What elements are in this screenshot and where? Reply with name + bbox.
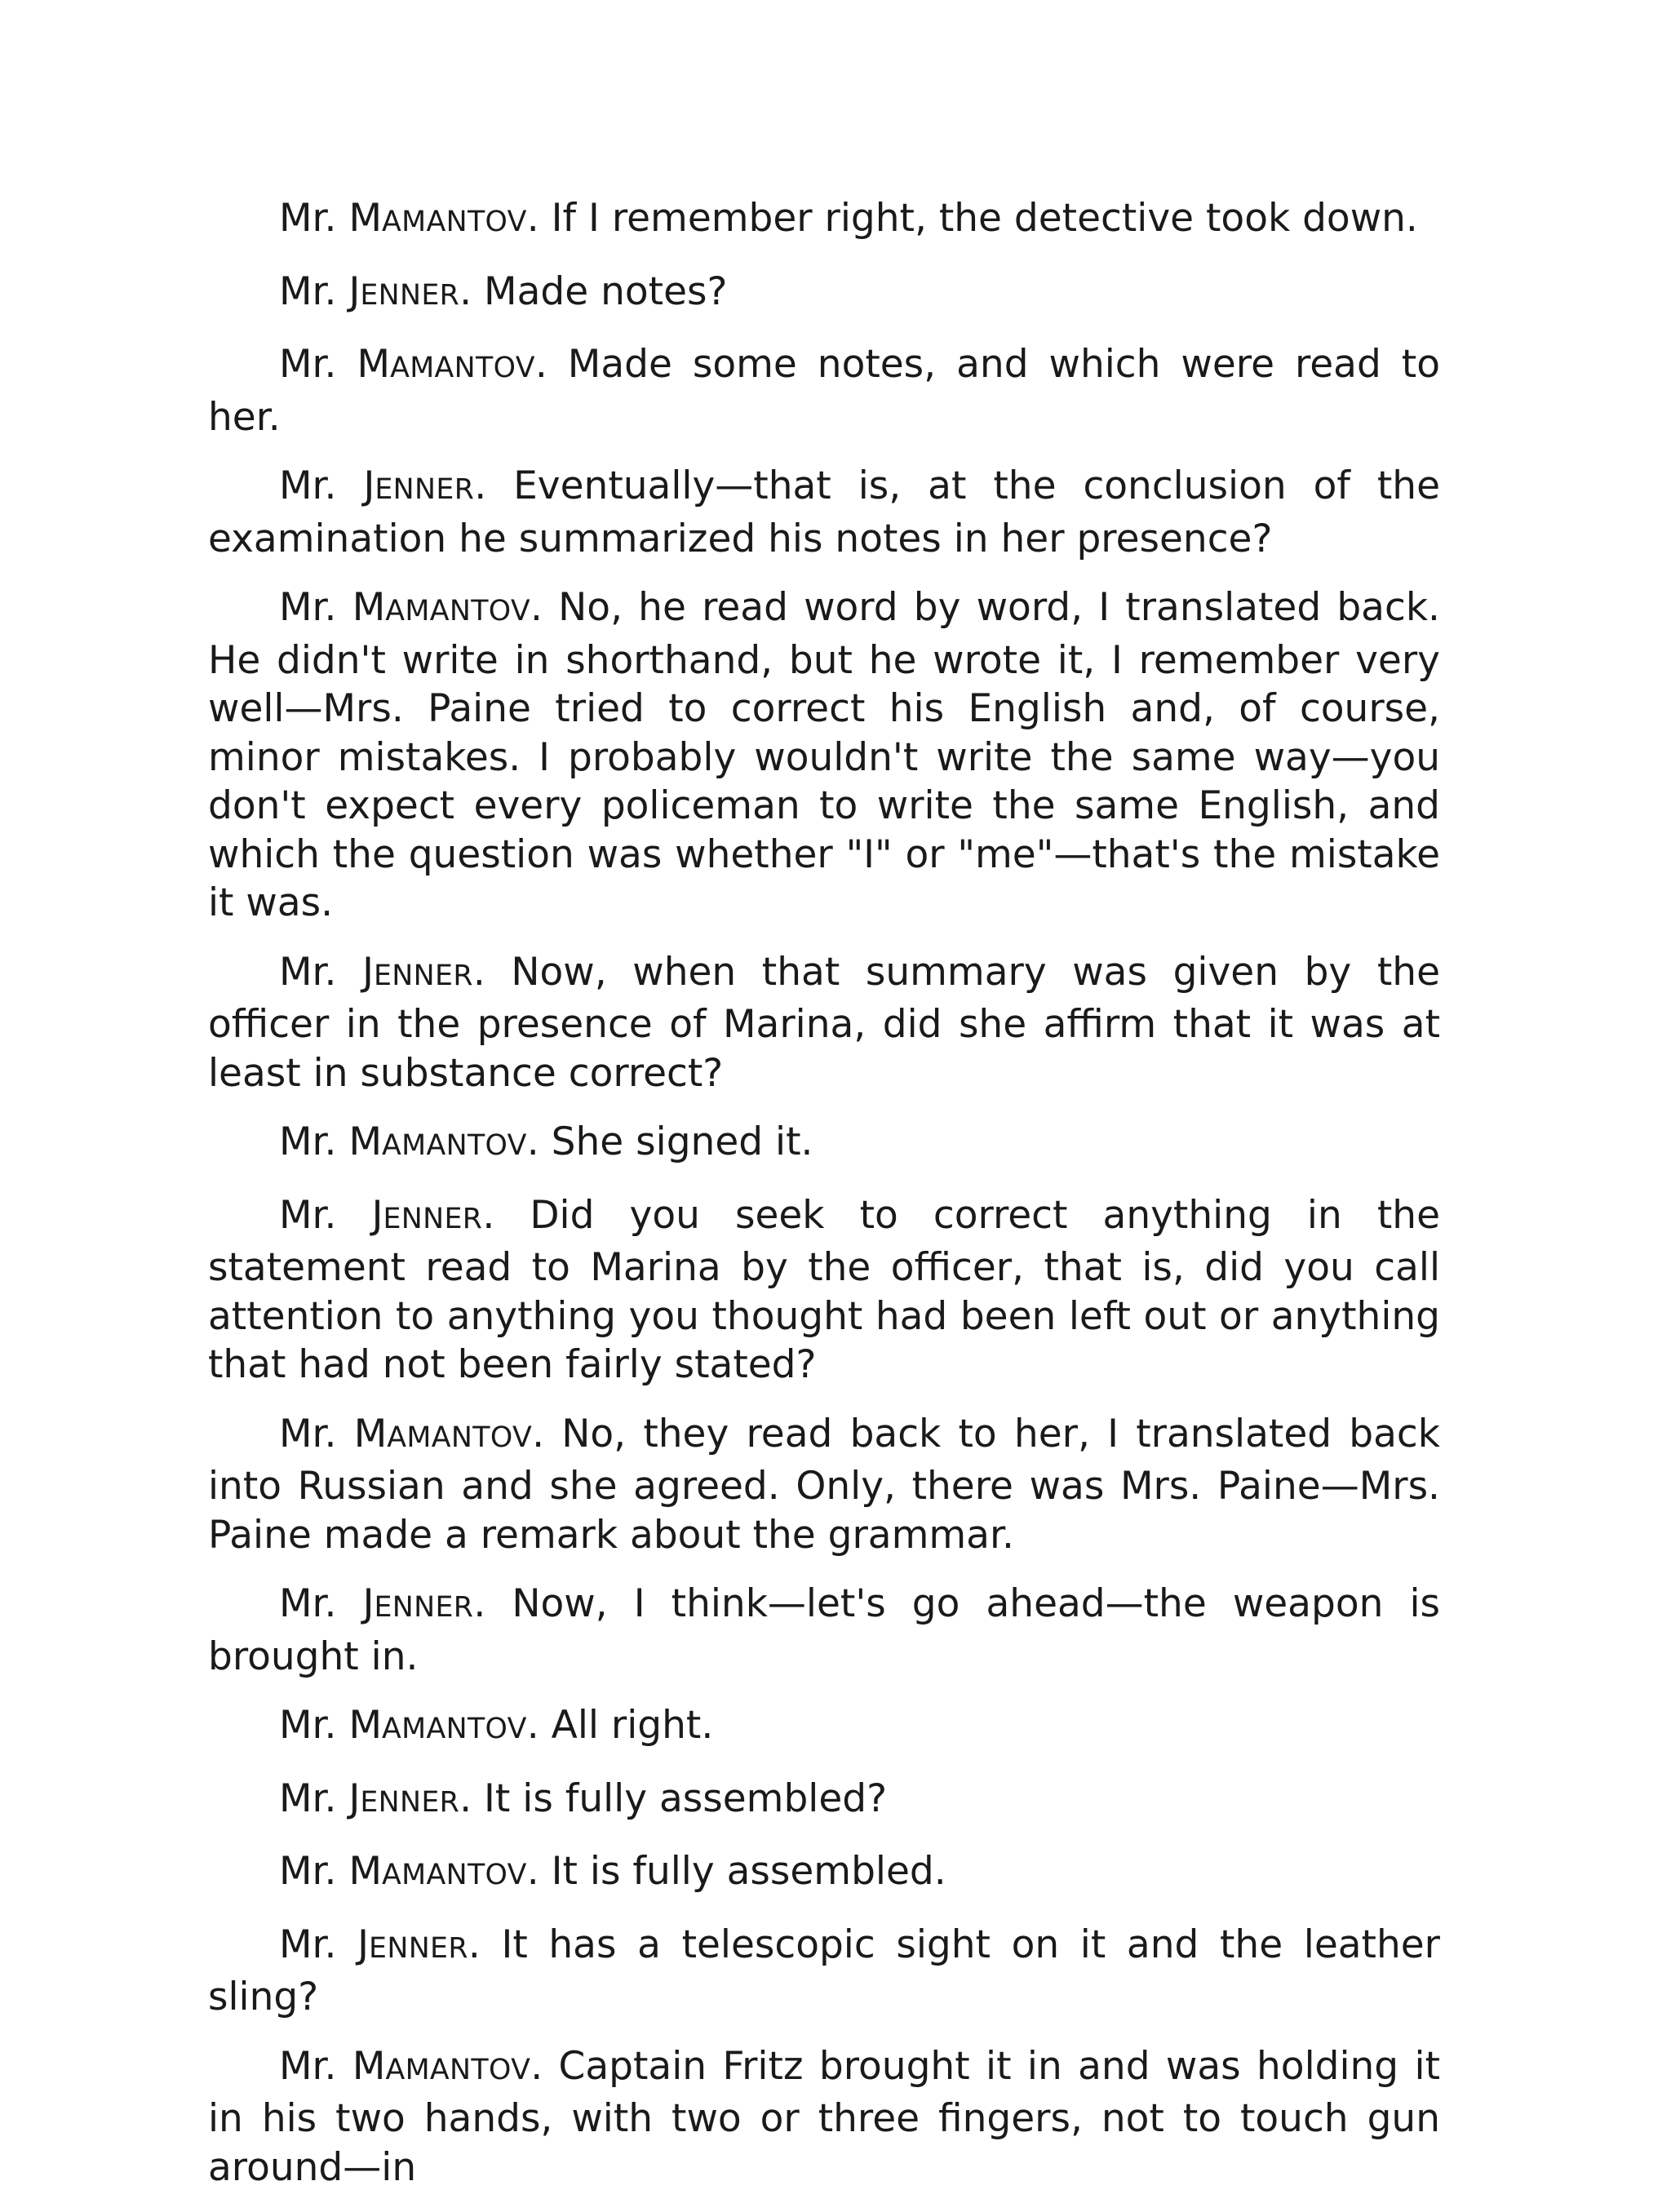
testimony-paragraph xyxy=(208,462,1440,563)
speaker-name-smallcaps: AMANTOV xyxy=(382,1859,527,1891)
statement-text: . Now, when that summary was given by the officer in the presence of Marina, did she affirm that it was at least in substance correct? xyxy=(208,949,1440,1096)
speaker-title: Mr. xyxy=(279,196,337,241)
speaker-name-initial: M xyxy=(353,1411,388,1456)
speaker-name-smallcaps: AMANTOV xyxy=(382,1713,527,1745)
speaker-name-initial: M xyxy=(348,196,383,241)
testimony-paragraph xyxy=(208,1191,1440,1390)
speaker-name-smallcaps: ENNER xyxy=(375,473,475,506)
statement-text: . Eventually—that is, at the conclusion of the examination he summarized his notes in her presence? xyxy=(208,463,1440,561)
testimony-paragraph xyxy=(208,1847,1440,1900)
speaker-name-initial: M xyxy=(348,1703,383,1748)
speaker-name-initial: M xyxy=(357,342,391,387)
speaker-title: Mr. xyxy=(279,1581,337,1626)
speaker-title: Mr. xyxy=(279,268,337,314)
speaker-name-smallcaps: AMANTOV xyxy=(385,2053,531,2086)
testimony-paragraph xyxy=(208,1701,1440,1754)
testimony-paragraph xyxy=(208,1921,1440,2022)
speaker-name-initial: M xyxy=(352,2043,386,2089)
speaker-name-smallcaps: ENNER xyxy=(360,278,460,312)
speaker-name-smallcaps: AMANTOV xyxy=(387,1421,533,1454)
speaker-name-initial: J xyxy=(348,268,361,314)
speaker-name-smallcaps: ENNER xyxy=(374,1591,474,1624)
speaker-title: Mr. xyxy=(279,1849,337,1894)
speaker-name-initial: M xyxy=(348,1849,383,1894)
speaker-title: Mr. xyxy=(279,2043,337,2089)
speaker-name-smallcaps: ENNER xyxy=(369,1931,468,1965)
statement-text: . It is fully assembled. xyxy=(526,1849,946,1894)
speaker-title: Mr. xyxy=(279,1411,337,1456)
speaker-title: Mr. xyxy=(279,949,337,995)
testimony-page xyxy=(208,194,1440,2212)
statement-text: . All right. xyxy=(526,1703,714,1748)
testimony-paragraph xyxy=(208,1410,1440,1560)
speaker-name-smallcaps: AMANTOV xyxy=(382,1129,527,1162)
testimony-paragraph xyxy=(208,1580,1440,1681)
speaker-name-smallcaps: AMANTOV xyxy=(385,595,531,627)
statement-text: . Did you seek to correct anything in the statement read to Marina by the officer, that is, did you call attention to anything you thought had been left out or anything that had not been fairly stated? xyxy=(208,1192,1440,1387)
speaker-title: Mr. xyxy=(279,463,337,508)
speaker-name-initial: M xyxy=(352,585,386,630)
speaker-name-initial: J xyxy=(348,1775,361,1821)
speaker-title: Mr. xyxy=(279,585,337,630)
speaker-name-initial: J xyxy=(362,1581,375,1626)
statement-text: . If I remember right, the detective took down. xyxy=(526,196,1418,241)
speaker-name-initial: J xyxy=(357,1922,370,1967)
speaker-name-smallcaps: ENNER xyxy=(373,959,473,992)
statement-text: . No, he read word by word, I translated back. He didn't write in shorthand, but he wrote it, I remember very well—Mrs. Paine tried to correct his English and, of course, minor mistakes. I probably wouldn't write the same way—you don't expect every policeman to write the same English, and which the question was whether "I" or "me"—that's the mistake it was. xyxy=(208,585,1440,925)
speaker-name-initial: J xyxy=(371,1192,383,1238)
testimony-paragraph xyxy=(208,1775,1440,1828)
testimony-paragraph xyxy=(208,1118,1440,1171)
speaker-name-initial: J xyxy=(362,949,374,995)
testimony-paragraph xyxy=(208,194,1440,247)
speaker-name-smallcaps: AMANTOV xyxy=(390,352,535,384)
testimony-paragraph xyxy=(208,340,1440,441)
speaker-name-smallcaps: ENNER xyxy=(360,1785,460,1819)
speaker-title: Mr. xyxy=(279,1775,337,1821)
testimony-paragraph xyxy=(208,2042,1440,2192)
speaker-title: Mr. xyxy=(279,1922,337,1967)
statement-text: . No, they read back to her, I translated back into Russian and she agreed. Only, there was Mrs. Paine—Mrs. Paine made a remark about the grammar. xyxy=(208,1411,1440,1558)
statement-text: . It has a telescopic sight on it and the leather sling? xyxy=(208,1922,1440,2019)
testimony-paragraph xyxy=(208,583,1440,928)
speaker-name-initial: M xyxy=(348,1119,383,1164)
statement-text: . She signed it. xyxy=(526,1119,813,1164)
testimony-paragraph xyxy=(208,948,1440,1098)
speaker-name-smallcaps: ENNER xyxy=(383,1202,483,1235)
testimony-paragraph xyxy=(208,268,1440,321)
statement-text: . Made some notes, and which were read to her. xyxy=(208,342,1440,440)
speaker-title: Mr. xyxy=(279,1703,337,1748)
speaker-title: Mr. xyxy=(279,1119,337,1164)
speaker-name-smallcaps: AMANTOV xyxy=(382,206,527,238)
statement-text: . Captain Fritz brought it in and was holding it in his two hands, with two or three fingers, not to touch gun around—in xyxy=(208,2043,1440,2190)
statement-text: . Now, I think—let's go ahead—the weapon is brought in. xyxy=(208,1581,1440,1679)
speaker-title: Mr. xyxy=(279,342,337,387)
statement-text: . Made notes? xyxy=(459,268,728,314)
speaker-title: Mr. xyxy=(279,1192,337,1238)
statement-text: . It is fully assembled? xyxy=(459,1775,888,1821)
speaker-name-initial: J xyxy=(363,463,375,508)
